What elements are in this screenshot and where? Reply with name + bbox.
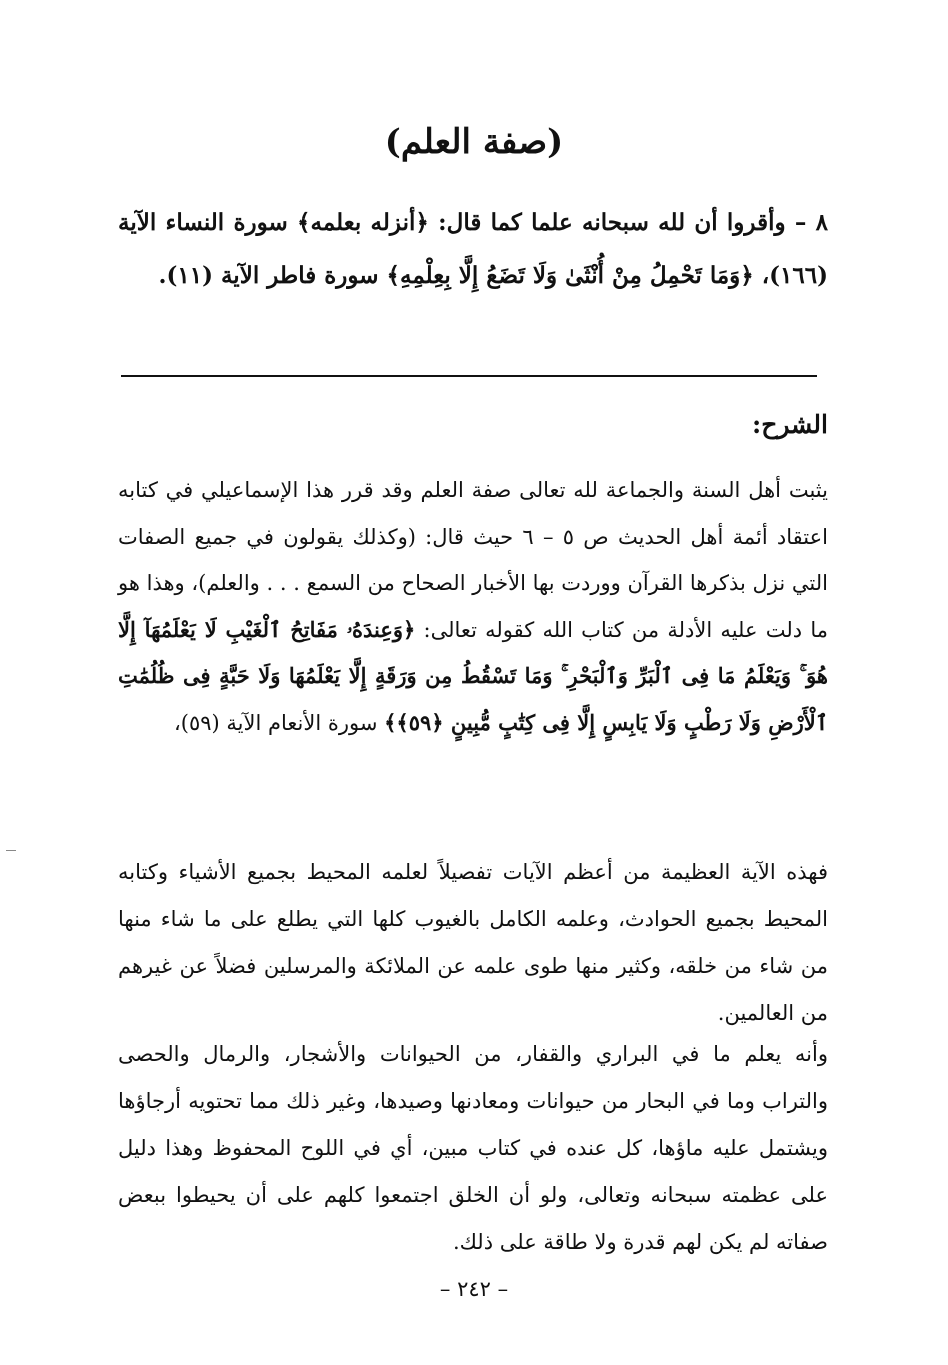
separator-line (121, 375, 817, 377)
sharh-paragraph-3: وأنه يعلم ما في البراري والقفار، من الحيوانات والأشجار، والرمال والحصى والتراب وما في البحار من حيوانات ومعادنها وصيدها، وغير ذلك مما تحتويه أرجاؤها ويشتمل عليه ماؤها، كل عنده في كتاب مبين، أي في اللوح المحفوظ وهذا دليل على عظمته سبحانه وتعالى، ولو أن الخلق اجتمعوا كلهم على أن يحيطوا ببعض صفاته لم يكن لهم قدرة ولا طاقة على ذلك. (118, 1042, 828, 1254)
verse-reference: سورة الأنعام الآية (٥٩)، (173, 710, 385, 735)
sharh-heading: الشرح: (751, 410, 828, 439)
paragraph-text: يثبت أهل السنة والجماعة لله تعالى صفة العلم وقد قرر هذا الإسماعيلي في كتابه اعتقاد أئمة أهل الحديث ص ٥ – ٦ حيث قال: (وكذلك يقولون في جميع الصفات التي نزل بذكرها القرآن ووردت بها الأخبار الصحاح من السمع . . . والعلم)، وهذا هو ما دلت عليه الأدلة من كتاب الله كقوله تعالى: (118, 478, 828, 642)
margin-mark (6, 850, 16, 851)
matn-paragraph: ٨ – وأقروا أن لله سبحانه علما كما قال: ﴿أنزله بعلمه﴾ سورة النساء الآية (١٦٦)، ﴿وَمَا تَحْمِلُ مِنْ أُنْثَىٰ وَلَا تَضَعُ إِلَّا بِعِلْمِهِ﴾ سورة فاطر الآية (١١). (118, 209, 828, 289)
page-number: – ٢٤٢ – (439, 1277, 509, 1301)
page-title: (صفة العلم) (384, 122, 564, 162)
quran-verse: ﴿وَعِندَهُۥ مَفَاتِحُ ٱلْغَيْبِ لَا يَعْلَمُهَآ إِلَّا هُوَ ۚ وَيَعْلَمُ مَا فِى ٱلْبَرِّ وَٱلْبَحْرِ ۚ وَمَا تَسْقُطُ مِن وَرَقَةٍ إِلَّا يَعْلَمُهَا وَلَا حَبَّةٍ فِى ظُلُمَٰتِ ٱلْأَرْضِ وَلَا رَطْبٍ وَلَا يَابِسٍ إِلَّا فِى كِتَٰبٍ مُّبِينٍ ﴿٥٩﴾﴾ (118, 616, 828, 735)
sharh-paragraph-2: فهذه الآية العظيمة من أعظم الآيات تفصيلاً لعلمه المحيط بجميع الأشياء وكتابه المحيط بجميع الحوادث، وعلمه الكامل بالغيوب كلها التي يطلع على ما شاء منها من شاء من خلقه، وكثير منها طوى علمه عن الملائكة والمرسلين فضلاً عن غيرهم من العالمين. (118, 860, 828, 1025)
sharh-paragraph-1 (118, 467, 828, 746)
